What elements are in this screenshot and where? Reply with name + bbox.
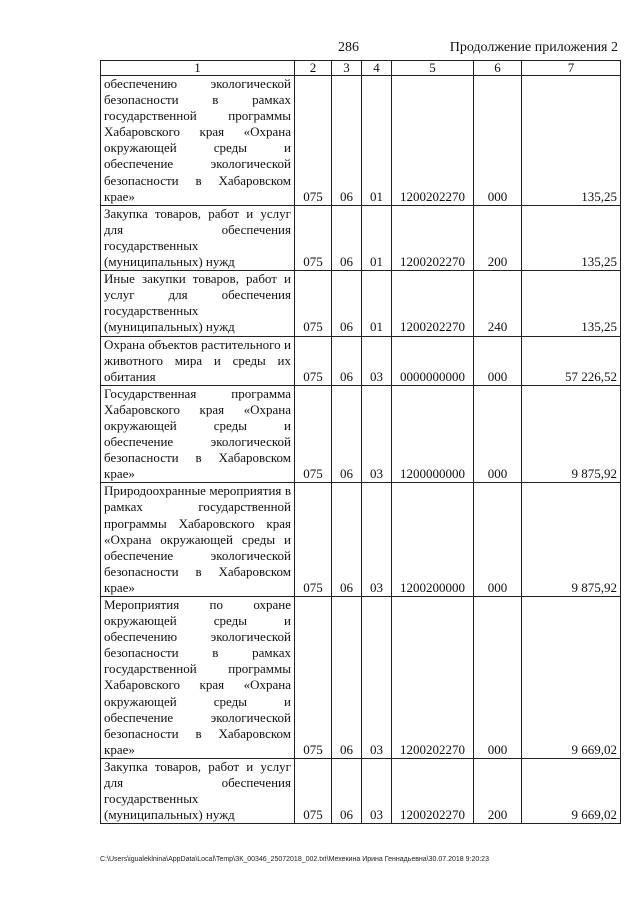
cell-amount: 135,25 xyxy=(522,271,621,336)
row-name: Иные закупки товаров, работ и услуг для обеспечения государственных (муниципальных) нужд xyxy=(101,271,295,336)
table-row xyxy=(101,385,621,483)
table-row xyxy=(101,336,621,385)
cell-target-article: 1200200000 xyxy=(392,483,474,597)
cell-amount: 9 669,02 xyxy=(522,758,621,823)
cell-amount: 9 669,02 xyxy=(522,597,621,759)
column-header: 6 xyxy=(474,61,522,76)
cell-target-article: 1200202270 xyxy=(392,76,474,206)
row-name: Закупка товаров, работ и услуг для обеспечения государственных (муниципальных) нужд xyxy=(101,205,295,270)
cell-target-article: 1200202270 xyxy=(392,205,474,270)
appendix-continuation-note: Продолжение приложения 2 xyxy=(449,40,618,55)
table-row xyxy=(101,76,621,206)
table-row xyxy=(101,597,621,759)
cell-subsection: 01 xyxy=(362,76,392,206)
cell-expense-type: 200 xyxy=(474,205,522,270)
cell-subsection: 01 xyxy=(362,205,392,270)
cell-ministry-code: 075 xyxy=(295,205,332,270)
cell-amount: 57 226,52 xyxy=(522,336,621,385)
cell-ministry-code: 075 xyxy=(295,385,332,483)
cell-expense-type: 240 xyxy=(474,271,522,336)
cell-expense-type: 000 xyxy=(474,76,522,206)
page-number: 286 xyxy=(338,40,359,55)
cell-expense-type: 000 xyxy=(474,597,522,759)
cell-ministry-code: 075 xyxy=(295,336,332,385)
cell-ministry-code: 075 xyxy=(295,271,332,336)
cell-subsection: 03 xyxy=(362,597,392,759)
row-name: обеспечению экологической безопасности в рамках государственной программы Хабаровского края «Охрана окружающей среды и обеспечение экологической безопасности в Хабаровском крае» xyxy=(101,76,295,206)
cell-expense-type: 000 xyxy=(474,336,522,385)
cell-section: 06 xyxy=(332,483,362,597)
cell-section: 06 xyxy=(332,76,362,206)
cell-amount: 135,25 xyxy=(522,205,621,270)
cell-section: 06 xyxy=(332,758,362,823)
cell-section: 06 xyxy=(332,205,362,270)
cell-expense-type: 200 xyxy=(474,758,522,823)
cell-amount: 135,25 xyxy=(522,76,621,206)
cell-expense-type: 000 xyxy=(474,483,522,597)
cell-section: 06 xyxy=(332,336,362,385)
cell-expense-type: 000 xyxy=(474,385,522,483)
table-row xyxy=(101,205,621,270)
column-header: 7 xyxy=(522,61,621,76)
cell-section: 06 xyxy=(332,271,362,336)
cell-subsection: 03 xyxy=(362,336,392,385)
cell-subsection: 01 xyxy=(362,271,392,336)
cell-ministry-code: 075 xyxy=(295,483,332,597)
row-name: Закупка товаров, работ и услуг для обеспечения государственных (муниципальных) нужд xyxy=(101,758,295,823)
row-name: Природоохранные мероприятия в рамках государственной программы Хабаровского края «Охрана окружающей среды и обеспечение экологической безопасности в Хабаровском крае» xyxy=(101,483,295,597)
cell-subsection: 03 xyxy=(362,758,392,823)
cell-section: 06 xyxy=(332,385,362,483)
cell-target-article: 1200202270 xyxy=(392,597,474,759)
cell-section: 06 xyxy=(332,597,362,759)
cell-target-article: 0000000000 xyxy=(392,336,474,385)
column-header: 4 xyxy=(362,61,392,76)
row-name: Мероприятия по охране окружающей среды и обеспечению экологической безопасности в рамках государственной программы Хабаровского края «Охрана окружающей среды и обеспечение экологической безопасности в Хабаровском крае» xyxy=(101,597,295,759)
cell-target-article: 1200000000 xyxy=(392,385,474,483)
cell-amount: 9 875,92 xyxy=(522,483,621,597)
row-name: Государственная программа Хабаровского края «Охрана окружающей среды и обеспечение экологической безопасности в Хабаровском крае» xyxy=(101,385,295,483)
cell-ministry-code: 075 xyxy=(295,758,332,823)
column-header: 5 xyxy=(392,61,474,76)
column-number-row xyxy=(101,61,621,76)
cell-target-article: 1200202270 xyxy=(392,271,474,336)
column-header: 3 xyxy=(332,61,362,76)
cell-subsection: 03 xyxy=(362,483,392,597)
cell-subsection: 03 xyxy=(362,385,392,483)
cell-amount: 9 875,92 xyxy=(522,385,621,483)
budget-table xyxy=(100,60,621,824)
cell-target-article: 1200202270 xyxy=(392,758,474,823)
cell-ministry-code: 075 xyxy=(295,597,332,759)
column-header: 1 xyxy=(101,61,295,76)
table-row xyxy=(101,483,621,597)
cell-ministry-code: 075 xyxy=(295,76,332,206)
row-name: Охрана объектов растительного и животного мира и среды их обитания xyxy=(101,336,295,385)
file-path-footer: C:\Users\igualeklnina\AppData\Local\Temp\ЗК_00346_25072018_002.txt\Мехекина Ирина Геннадьевна\30.07.2018 9:20:23 xyxy=(100,856,489,863)
table-row xyxy=(101,271,621,336)
column-header: 2 xyxy=(295,61,332,76)
table-row xyxy=(101,758,621,823)
